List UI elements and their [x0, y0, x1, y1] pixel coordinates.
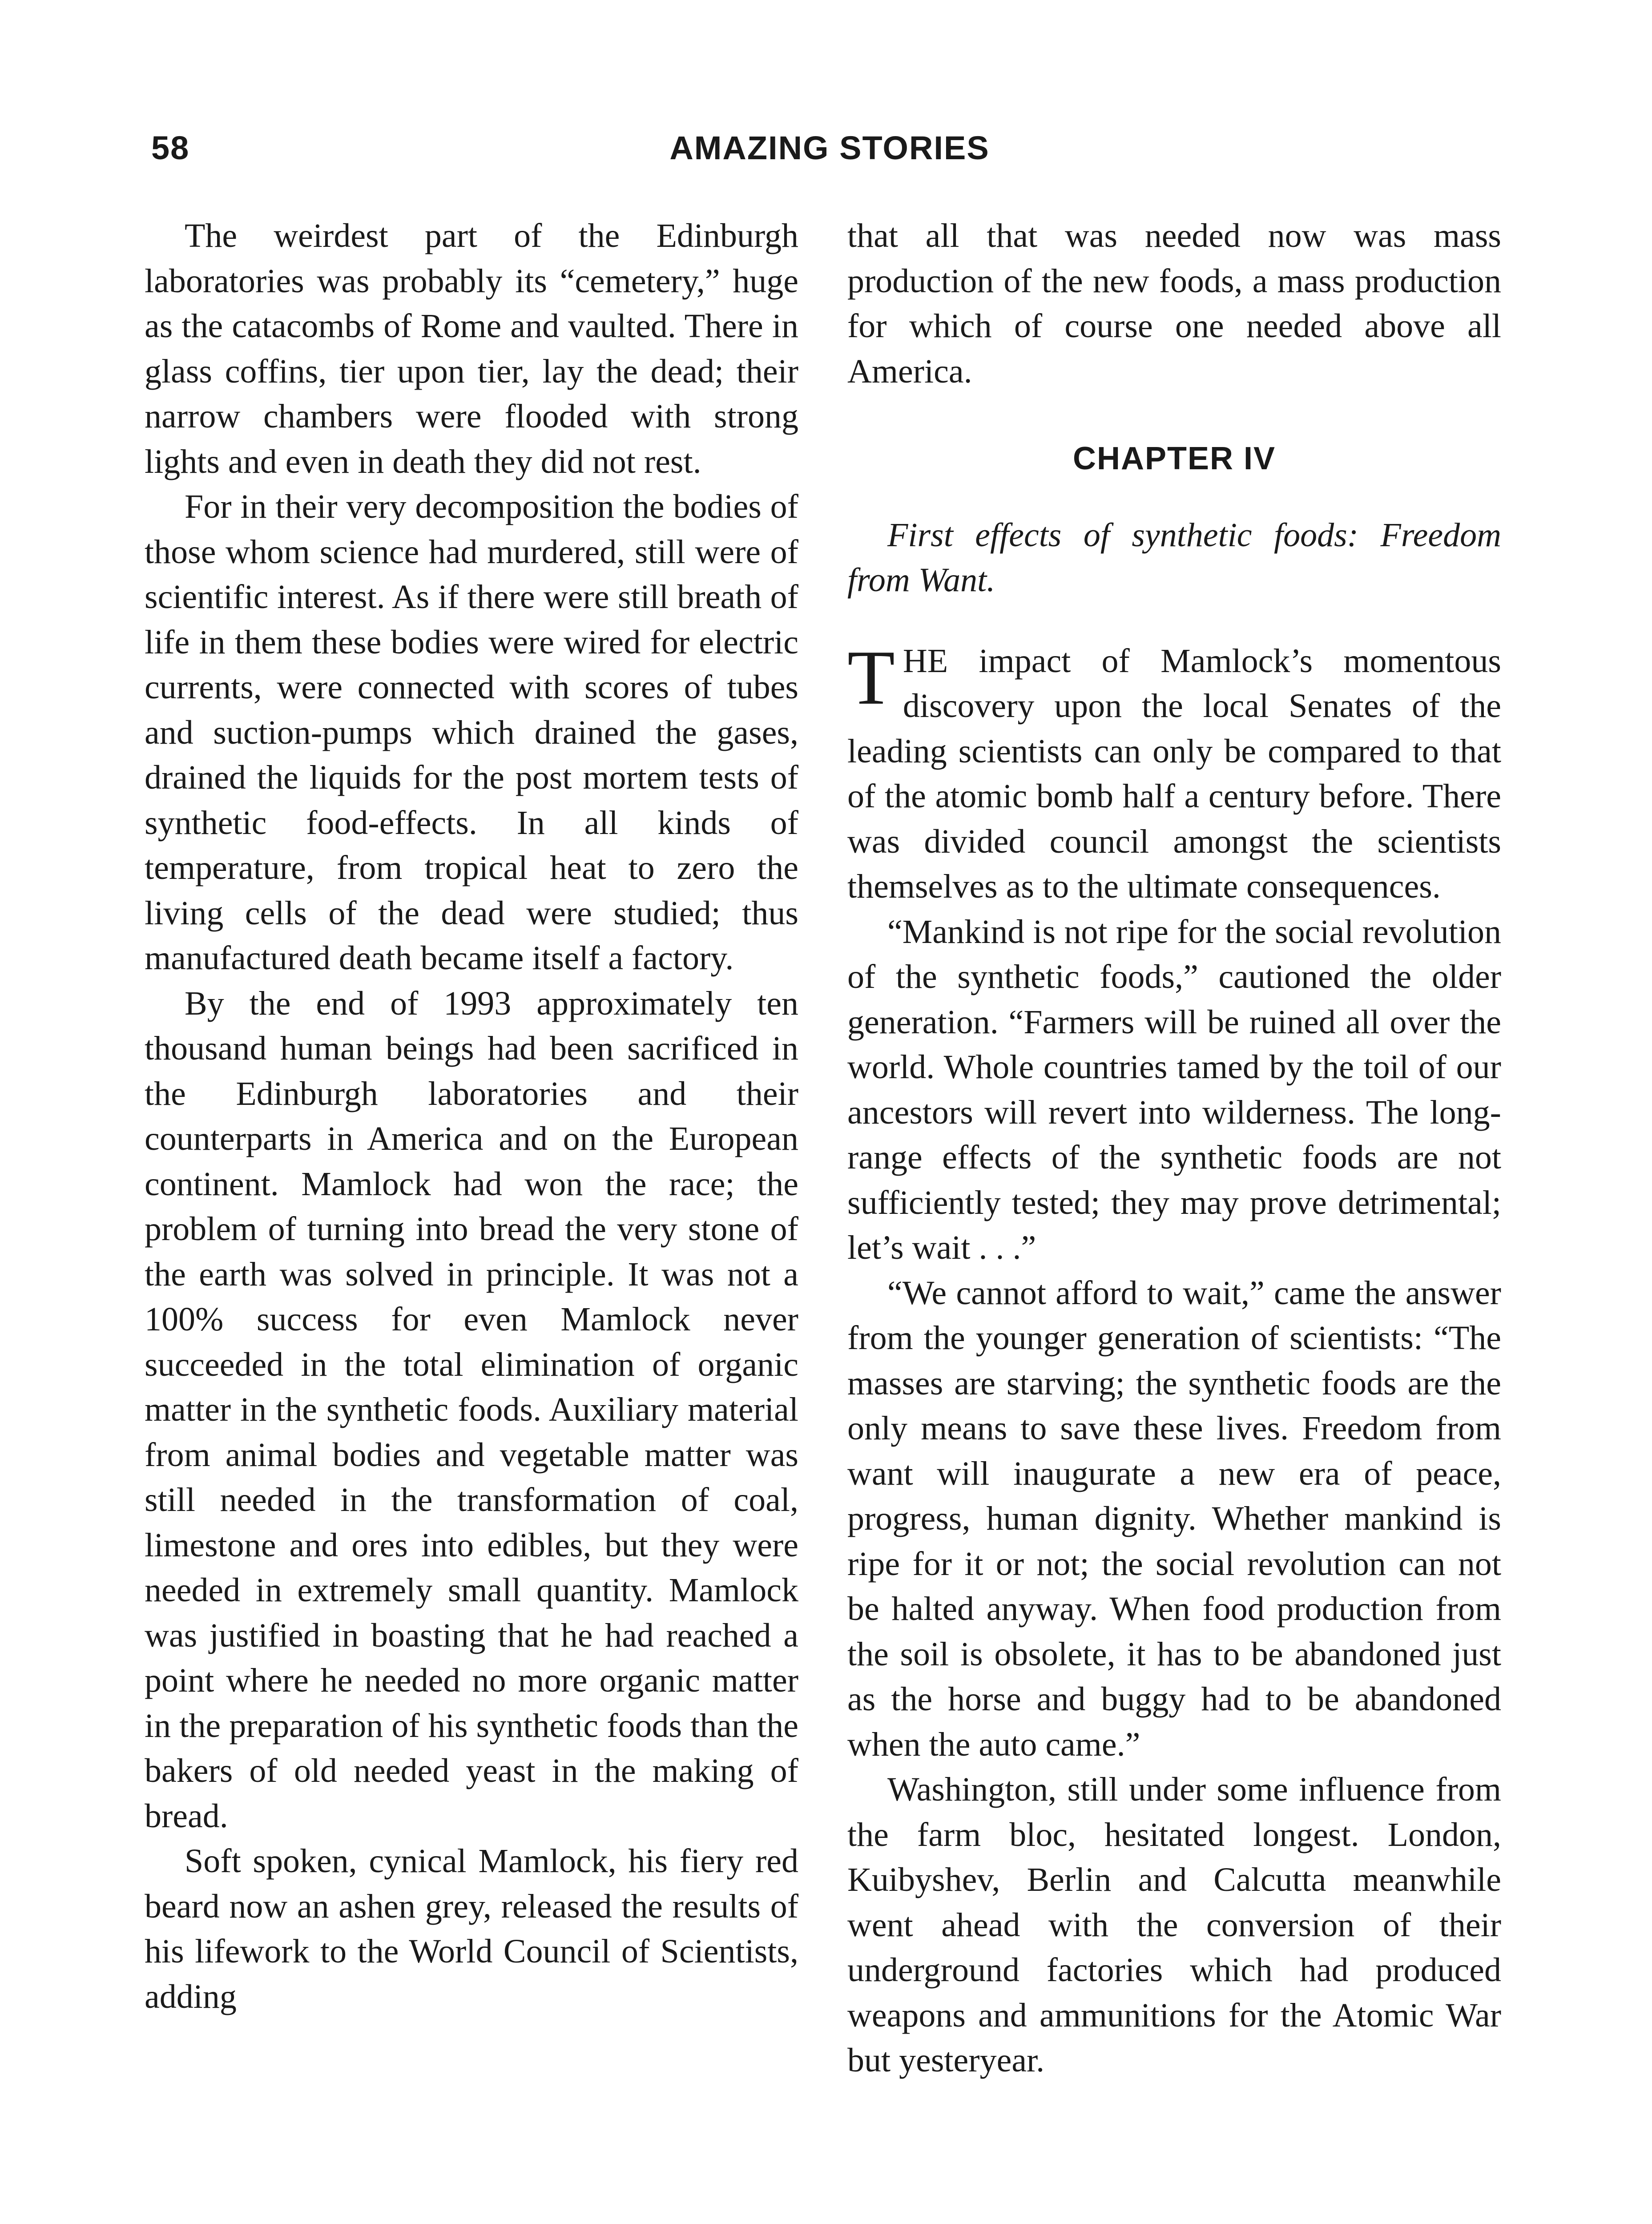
right-column: [847, 214, 1501, 2083]
chapter-heading: CHAPTER IV: [1072, 441, 1276, 476]
page-number: 58: [151, 129, 190, 166]
paragraph: “We cannot afford to wait,” came the answer from the younger generation of scientists: “The masses are starving; the synthetic foods are the only means to save these lives. Freedom from want will inaugurate a new era of peace, progress, human dignity. Whether mankind is ripe for it or not; the social revolution can not be halted anyway. When food production from the soil is obsolete, it has to be abandoned just as the horse and buggy had to be abandoned when the auto came.”: [847, 1274, 1501, 1763]
paragraph: By the end of 1993 approximately ten thousand human beings had been sacrificed in the Edinburgh laboratories and their counterparts in America and on the European continent. Mamlock had won the race; the problem of turning into bread the very stone of the earth was solved in principle. It was not a 100% success for even Mamlock never succeeded in the total elimination of organic matter in the synthetic foods. Auxiliary material from animal bodies and vegetable matter was still needed in the transformation of coal, limestone and ores into edibles, but they were needed in extremely small quantity. Mamlock was justified in boasting that he had reached a point where he needed no more organic matter in the preparation of his synthetic foods than the bakers of old needed yeast in the making of bread.: [145, 984, 798, 1835]
continuation-paragraph: that all that was needed now was mass production of the new foods, a mass production for which of course one needed above all America.: [847, 217, 1501, 390]
chapter-subtitle: First effects of synthetic foods: Freedom from Want.: [847, 516, 1501, 599]
paragraph: The weirdest part of the Edinburgh laboratories was probably its “cemetery,” huge as the catacombs of Rome and vaulted. There in glass coffins, tier upon tier, lay the dead; their narrow chambers were flooded with strong lights and even in death they did not rest.: [145, 217, 798, 480]
left-column: [145, 214, 798, 2019]
opening-text: HE impact of Mamlock’s momentous discovery upon the local Senates of the leading scientists can only be compared to that of the atomic bomb half a century before. There was divided council amongst the scientists themselves as to the ultimate consequences.: [847, 642, 1501, 905]
paragraph: Washington, still under some influence from the farm bloc, hesitated longest. London, Kuibyshev, Berlin and Calcutta meanwhile went ahead with the conversion of their underground factories which had produced weapons and ammunitions for the Atomic War but yesteryear.: [847, 1771, 1501, 2079]
magazine-title: AMAZING STORIES: [669, 129, 990, 166]
paragraph: For in their very decomposition the bodies of those whom science had murdered, still were of scientific interest. As if there were still breath of life in them these bodies were wired for electric currents, were connected with scores of tubes and suction-pumps which drained the gases, drained the liquids for the post mortem tests of synthetic food-effects. In all kinds of temperature, from tropical heat to zero the living cells of the dead were studied; thus manufactured death became itself a factory.: [145, 488, 798, 977]
running-head: [151, 129, 1508, 178]
drop-cap: T: [847, 634, 895, 721]
paragraph: Soft spoken, cynical Mamlock, his fiery red beard now an ashen grey, released the results of his lifework to the World Council of Scientists, adding: [145, 1842, 798, 2015]
paragraph: “Mankind is not ripe for the social revolution of the synthetic foods,” cautioned the older generation. “Farmers will be ruined all over the world. Whole countries tamed by the toil of our ancestors will revert into wilderness. The long-range effects of the synthetic foods are not sufficiently tested; they may prove detrimental; let’s wait . . .”: [847, 913, 1501, 1266]
chapter-opening-paragraph: [847, 634, 1501, 910]
